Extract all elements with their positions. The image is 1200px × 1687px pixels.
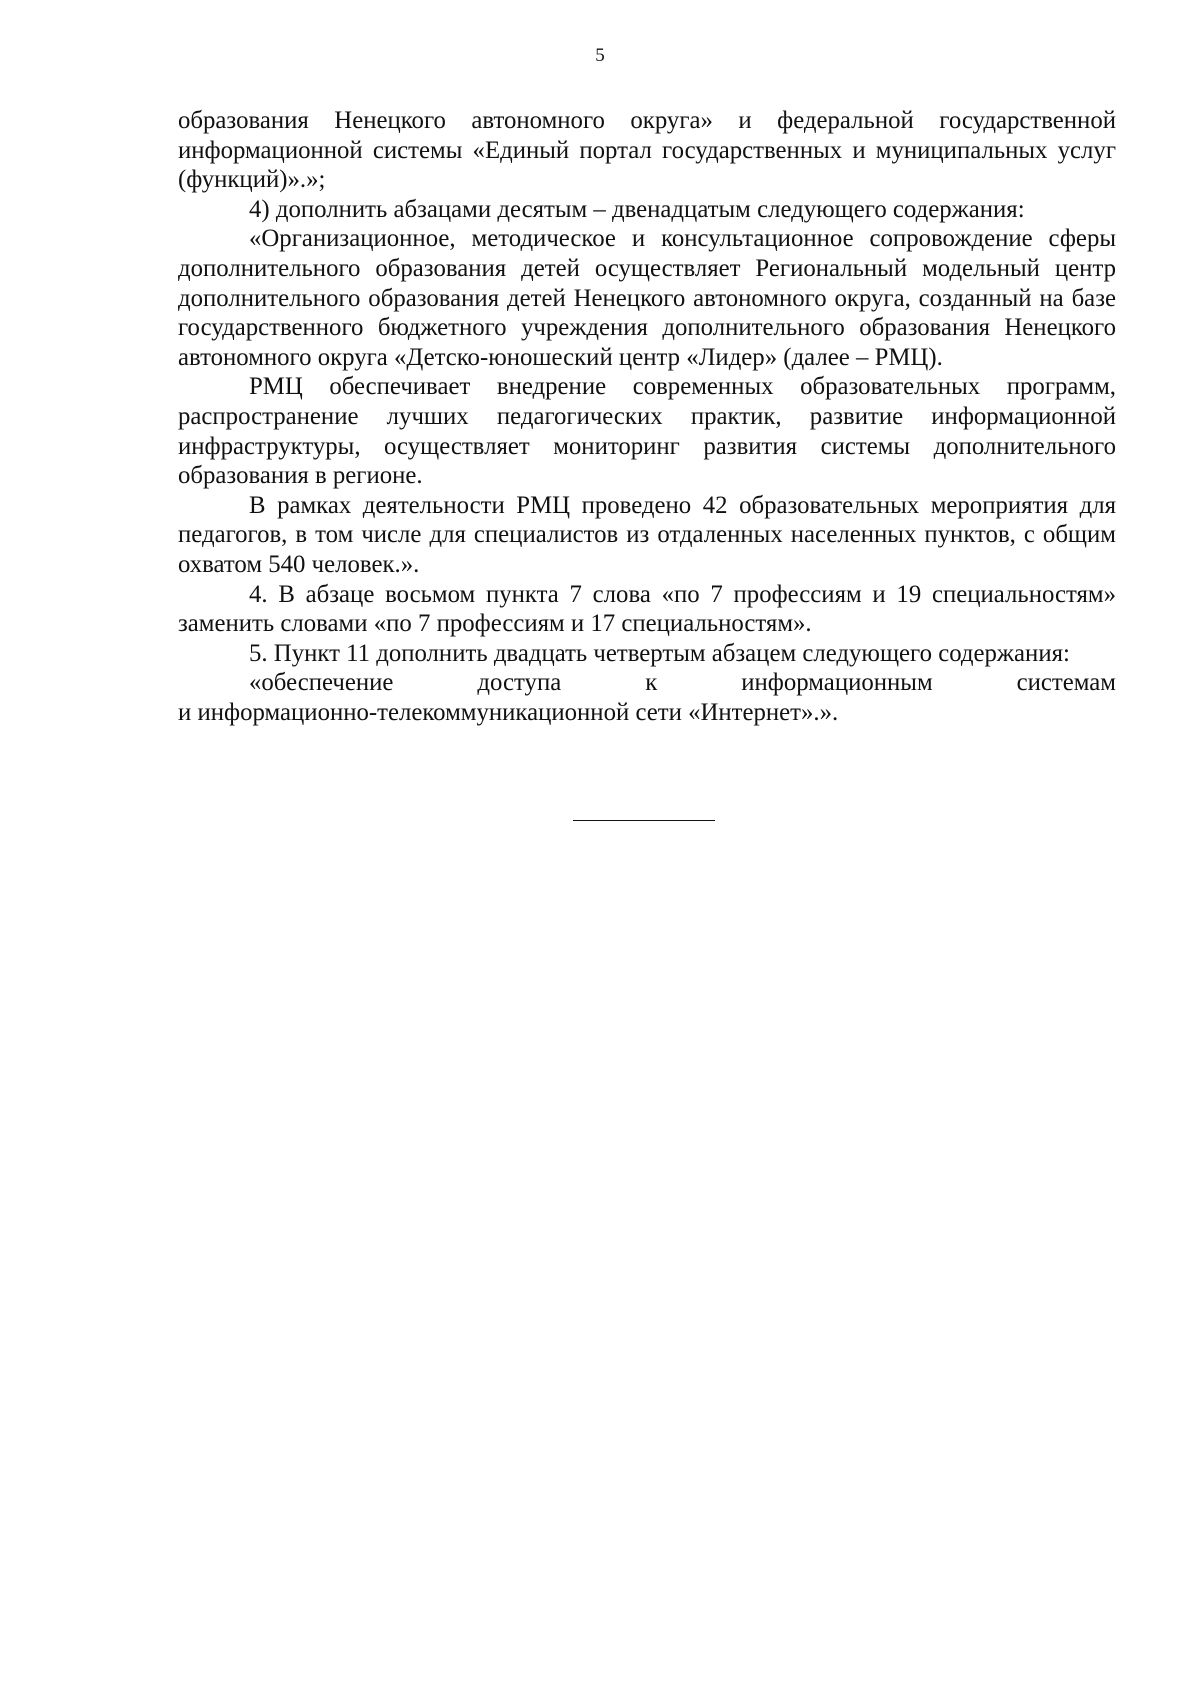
document-body [178, 106, 1116, 727]
paragraph-rmc-events: В рамках деятельности РМЦ проведено 42 образовательных мероприятия для педагогов, в том числе для специалистов из отдаленных населенных пунктов, с общим охватом 540 человек.». [178, 491, 1116, 578]
paragraph-point-4: 4. В абзаце восьмом пункта 7 слова «по 7 профессиям и 19 специальностям» заменить словами «по 7 профессиям и 17 специальностям». [178, 580, 1116, 638]
paragraph-quote-rmc-support: «Организационное, методическое и консультационное сопровождение сферы дополнительного образования детей осуществляет Региональный модельный центр дополнительного образования детей Ненецкого автономного округа, созданный на базе государственного бюджетного учреждения дополнительного образования Ненецкого автономного округа «Детско-юношеский центр «Лидер» (далее – РМЦ). [178, 225, 1116, 371]
paragraph-rmc-activities: РМЦ обеспечивает внедрение современных образовательных программ, распространение лучших педагогических практик, развитие информационной инфраструктуры, осуществляет мониторинг развития системы дополнительного образования в регионе. [178, 373, 1116, 490]
end-of-text-rule [573, 820, 715, 821]
paragraph-point-5: 5. Пункт 11 дополнить двадцать четвертым абзацем следующего содержания: [249, 639, 1070, 667]
paragraph-quote-access-end: и информационно-телекоммуникационной сети «Интернет».». [178, 698, 839, 726]
paragraph-item-4: 4) дополнить абзацами десятым – двенадцатым следующего содержания: [249, 195, 1025, 223]
page-number: 5 [595, 45, 605, 66]
paragraph-quote-access: «обеспечение доступа к информационным системам [249, 669, 1116, 697]
paragraph-continuation: образования Ненецкого автономного округа» и федеральной государственной информационной системы «Единый портал государственных и муниципальных услуг (функций)».»; [178, 107, 1116, 194]
